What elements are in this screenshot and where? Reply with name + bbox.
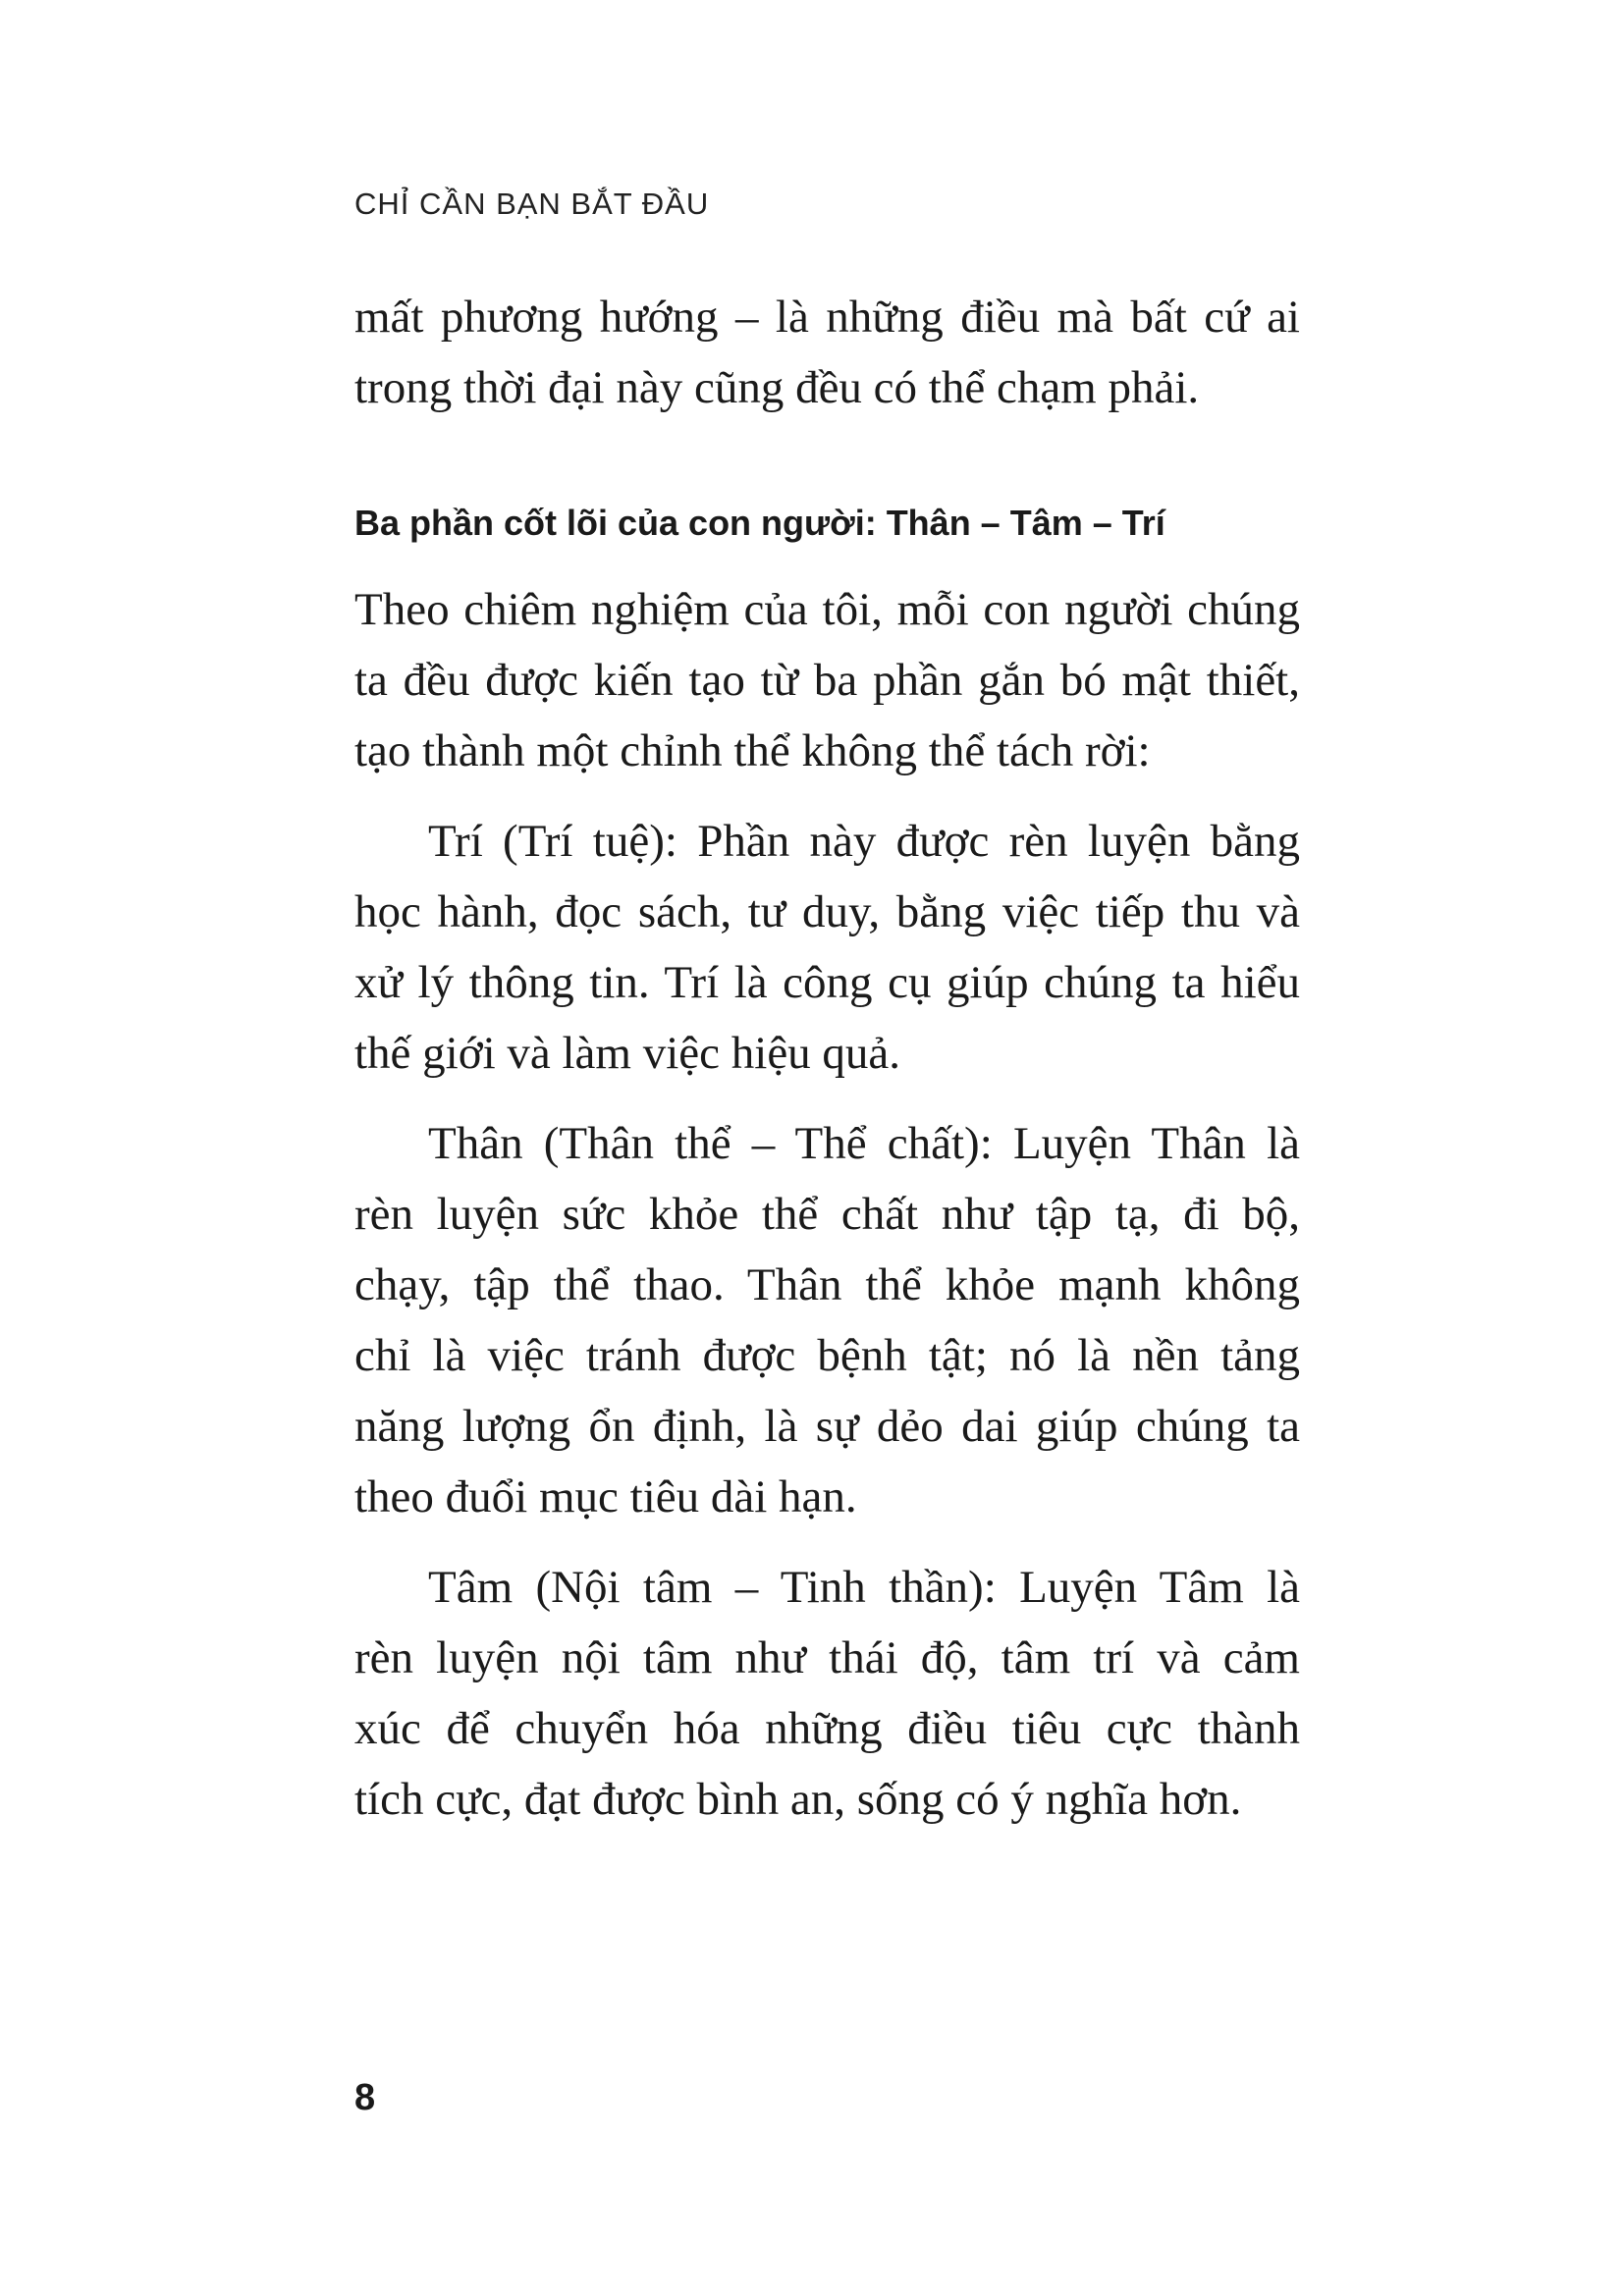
paragraph-4-line-2: rèn luyện nội tâm như thái độ, tâm trí và cảm: [354, 1632, 1300, 1683]
paragraph-4-line-3: xúc để chuyển hóa những điều tiêu cực thành: [354, 1703, 1300, 1754]
paragraph-3-line-5: năng lượng ổn định, là sự dẻo dai giúp chúng ta: [354, 1401, 1300, 1452]
paragraph-3-line-6: theo đuổi mục tiêu dài hạn.: [354, 1471, 857, 1522]
page-number: 8: [354, 2077, 376, 2118]
paragraph-2-line-3: xử lý thông tin. Trí là công cụ giúp chúng ta hiểu: [354, 957, 1300, 1008]
paragraph-3-line-3: chạy, tập thể thao. Thân thể khỏe mạnh không: [354, 1259, 1300, 1310]
section-heading: Ba phần cốt lõi của con người: Thân – Tâm – Trí: [354, 503, 1165, 543]
paragraph-3-line-2: rèn luyện sức khỏe thể chất như tập tạ, đi bộ,: [354, 1189, 1300, 1240]
paragraph-1-line-2: ta đều được kiến tạo từ ba phần gắn bó mật thiết,: [354, 655, 1300, 706]
intro-line-1: mất phương hướng – là những điều mà bất cứ ai: [354, 292, 1300, 343]
paragraph-1-line-1: Theo chiêm nghiệm của tôi, mỗi con người chúng: [354, 584, 1300, 635]
paragraph-2-line-1: Trí (Trí tuệ): Phần này được rèn luyện bằng: [428, 816, 1300, 867]
running-header: CHỈ CẦN BẠN BẮT ĐẦU: [354, 187, 710, 221]
paragraph-3-line-4: chỉ là việc tránh được bệnh tật; nó là nền tảng: [354, 1330, 1300, 1381]
intro-line-2: trong thời đại này cũng đều có thể chạm phải.: [354, 362, 1200, 413]
paragraph-4-line-4: tích cực, đạt được bình an, sống có ý nghĩa hơn.: [354, 1774, 1242, 1825]
paragraph-2-line-4: thế giới và làm việc hiệu quả.: [354, 1028, 901, 1079]
paragraph-4-line-1: Tâm (Nội tâm – Tinh thần): Luyện Tâm là: [428, 1562, 1300, 1613]
paragraph-2-line-2: học hành, đọc sách, tư duy, bằng việc tiếp thu và: [354, 886, 1300, 937]
paragraph-3-line-1: Thân (Thân thể – Thể chất): Luyện Thân là: [428, 1118, 1300, 1169]
paragraph-1-line-3: tạo thành một chỉnh thể không thể tách rời:: [354, 725, 1151, 776]
